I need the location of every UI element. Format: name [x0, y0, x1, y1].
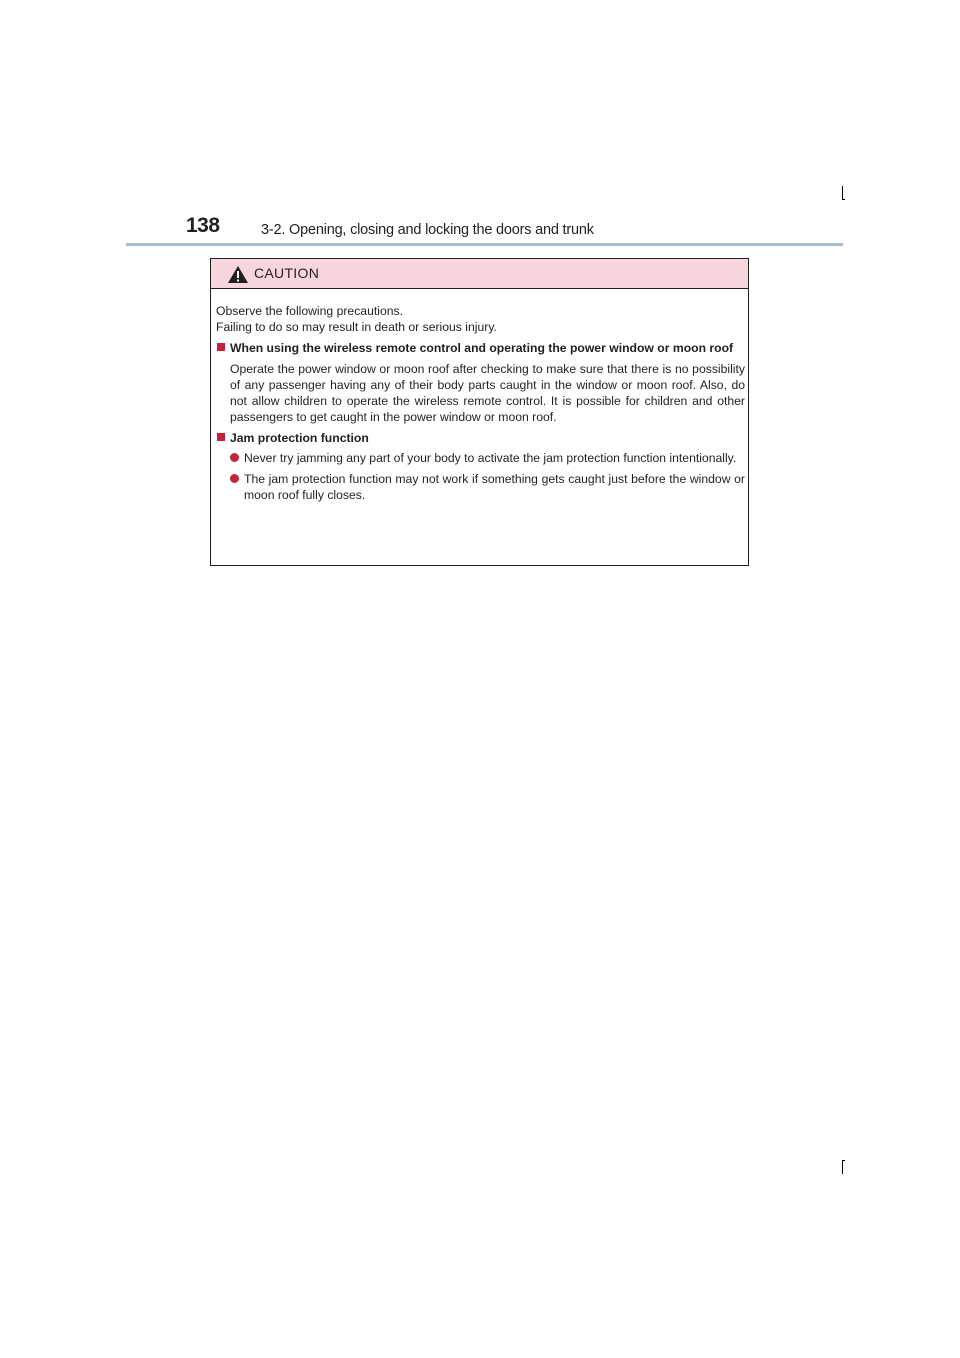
intro-line: Failing to do so may result in death or serious injury. [216, 320, 497, 334]
dot-bullet-icon [230, 453, 239, 462]
page-number: 138 [186, 214, 220, 237]
caution-label: CAUTION [254, 265, 320, 281]
header-rule [126, 243, 843, 246]
sub-bullet-text: Never try jamming any part of your body to activate the jam protection function intentionally. [244, 451, 737, 465]
caution-box [210, 258, 749, 566]
item-heading [216, 430, 745, 446]
sub-bullet-item [230, 471, 745, 503]
page-header [0, 0, 960, 250]
item-text: Operate the power window or moon roof after checking to make sure that there is no possibility of any passenger having any of their body parts caught in the window or moon roof. Also, do not allow children to operate the wireless remote control. It is possible for children and other passengers to get caught in the power window or moon roof. [230, 362, 745, 424]
crop-mark-bottom-right-foot [842, 1160, 845, 1161]
crop-mark-bottom-right [842, 1160, 843, 1174]
item-heading-text: Jam protection function [230, 431, 369, 445]
caution-header [211, 259, 748, 289]
item-heading [216, 340, 745, 356]
sub-bullet-list [216, 450, 745, 503]
dot-bullet-icon [230, 474, 239, 483]
square-bullet-icon [217, 343, 225, 351]
warning-triangle-icon [227, 265, 249, 284]
square-bullet-icon [217, 433, 225, 441]
sub-bullet-text: The jam protection function may not work if something gets caught just before the window or moon roof fully closes. [244, 472, 745, 502]
caution-item-jam-protection [216, 430, 745, 503]
item-heading-text: When using the wireless remote control and operating the power window or moon roof [230, 341, 734, 355]
caution-item-wireless-remote [216, 340, 745, 425]
caution-body [216, 303, 745, 508]
sub-bullet-item [230, 450, 745, 466]
section-title: 3-2. Opening, closing and locking the doors and trunk [261, 222, 594, 238]
intro-line: Observe the following precautions. [216, 304, 403, 318]
